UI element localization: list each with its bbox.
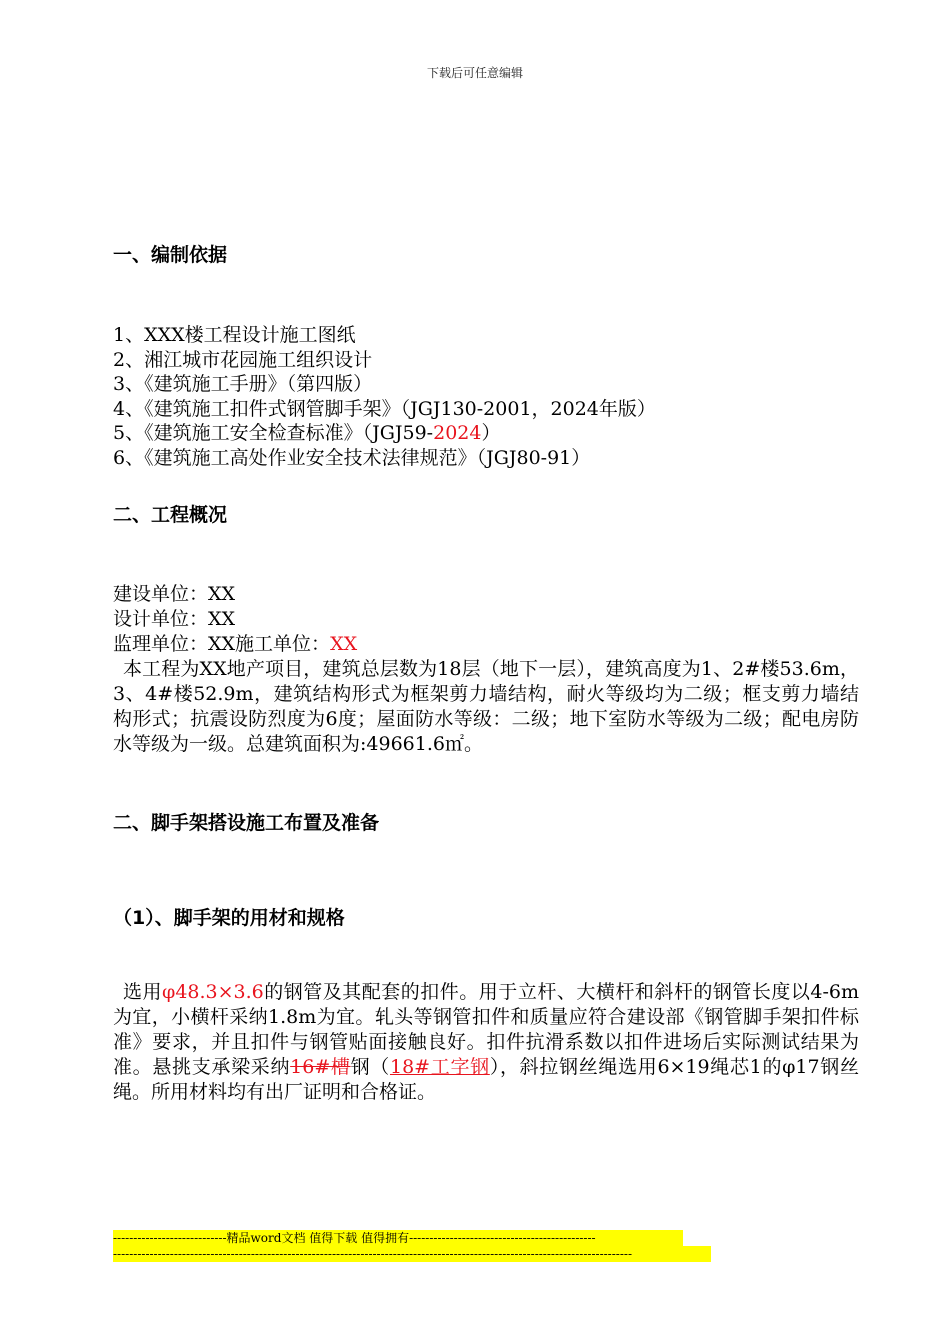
section-title-scaffold: 二、脚手架搭设施工布置及准备 (113, 812, 380, 834)
footer-banner (113, 1230, 711, 1262)
list-item: 4、《建筑施工扣件式钢管脚手架》（JGJ130-2001，2024年版） (113, 397, 656, 420)
supervisor-unit (113, 632, 357, 657)
list-item-text: ） (481, 422, 501, 444)
materials-paragraph (113, 980, 859, 1105)
list-item: 3、《建筑施工手册》（第四版） (113, 373, 373, 395)
revised-year: 2024 (433, 422, 482, 444)
list-item: 1、XXX楼工程设计施工图纸 (113, 324, 356, 346)
para-text: 选用 (123, 981, 163, 1003)
para-text: 的钢管及其配套的扣件。用于立杆、大横杆和斜杆的钢管长度以4-6m为宜，小横杆采纳1.8m为宜。轧头等钢管扣件和质量应符合建设部《钢管脚手架扣件标准》要求，并且扣件与钢管贴面接触良好。扣件抗滑系数以扣件进场后实际测试结果为准。悬挑支承梁采纳 (113, 981, 859, 1078)
project-description: 本工程为XX地产项目，建筑总层数为18层（地下一层），建筑高度为1、2#楼53.6m，3、4#楼52.9m，建筑结构形式为框架剪力墙结构，耐火等级均为二级；框支剪力墙结构形式；抗震设防烈度为6度；屋面防水等级：二级；地下室防水等级为二级；配电房防水等级为一级。总建筑面积为:49661.6㎡。 (113, 658, 859, 755)
builder-unit: 建设单位：XX (113, 583, 236, 605)
deleted-text: 16#槽 (290, 1056, 351, 1078)
section-title-overview: 二、工程概况 (113, 504, 228, 526)
supervisor-label: 监理单位：XX施工单位： (113, 633, 331, 655)
header-note: 下载后可任意编辑 (426, 66, 523, 80)
list-item: 6、《建筑施工高处作业安全技术法律规范》（JGJ80-91） (113, 446, 591, 469)
reference-list (113, 323, 656, 470)
pipe-spec: φ48.3×3.6 (162, 981, 264, 1003)
list-item: 2、湘江城市花园施工组织设计 (113, 348, 373, 371)
inserted-text: 18#工字钢 (389, 1056, 490, 1078)
section-title-basis: 一、编制依据 (113, 244, 228, 266)
footer-line: -------------------------------------------------------------------------------------------------------------------------------- (113, 1246, 711, 1262)
footer-line: ----------------------------精品word文档 值得下载 值得拥有---------------------------------------------- (113, 1230, 683, 1246)
para-text: ），斜拉钢丝绳选用6×19绳芯1的φ17钢丝绳。所用材料均有出厂证明和合格证。 (113, 1056, 859, 1103)
project-units (113, 582, 357, 657)
subsection-title-materials: （1）、脚手架的用材和规格 (113, 907, 345, 929)
designer-unit: 设计单位：XX (113, 608, 236, 630)
list-item (113, 421, 656, 446)
list-item-text: 5、《建筑施工安全检查标准》（JGJ59- (113, 422, 434, 444)
para-text: 钢（ (350, 1056, 390, 1078)
contractor-value: XX (330, 633, 358, 655)
